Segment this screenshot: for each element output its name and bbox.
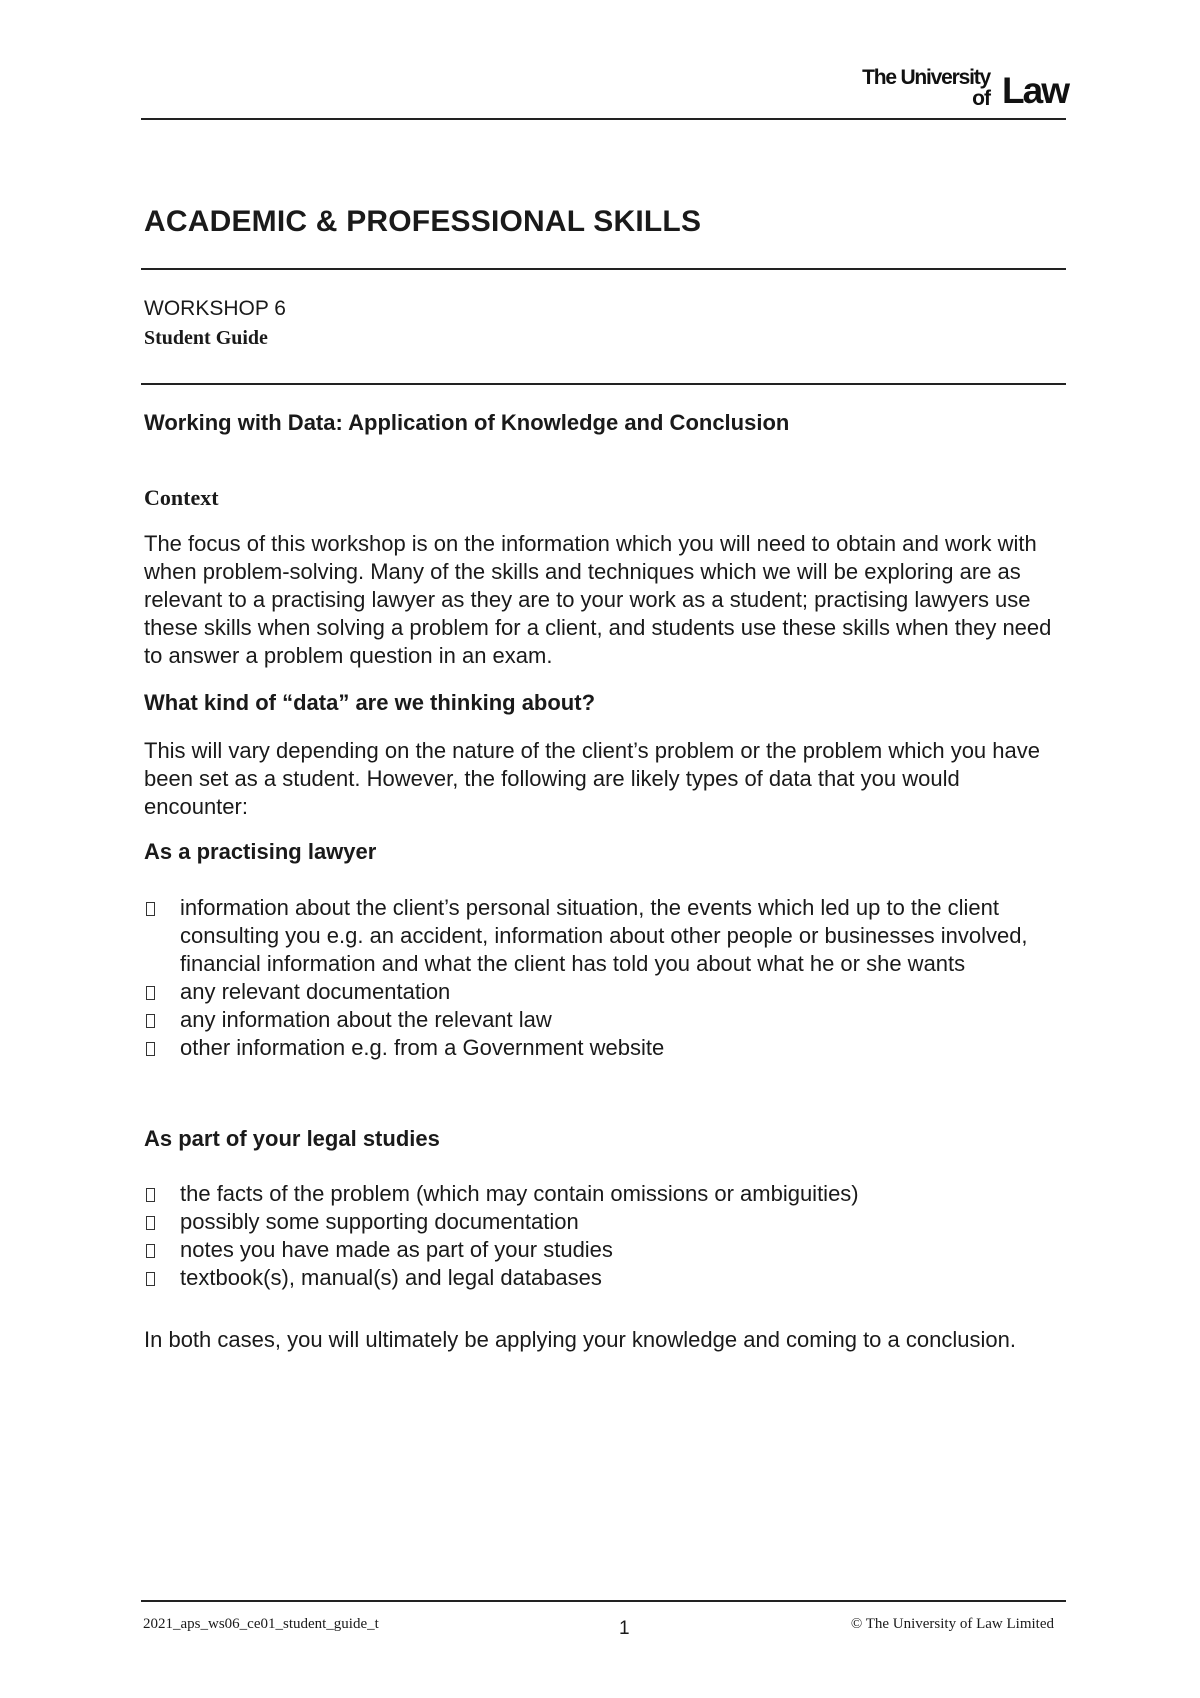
list-item-text: possibly some supporting documentation xyxy=(180,1209,579,1234)
workshop-subtitle: Student Guide xyxy=(144,327,268,349)
context-heading: Context xyxy=(144,485,219,510)
footer-copyright: © The University of Law Limited xyxy=(850,1616,1054,1632)
list-item-text: any information about the relevant law xyxy=(180,1007,552,1032)
list-item-text: information about the client’s personal situation, the events which led up to the client consulting you e.g. an accident, information about other people or businesses involved, financial information and what the client has told you about what he or she wants xyxy=(180,895,1028,976)
list-item-text: textbook(s), manual(s) and legal databases xyxy=(180,1265,602,1290)
bullet-icon xyxy=(146,1042,155,1056)
list-item xyxy=(144,1264,1064,1292)
data-question-heading: What kind of “data” are we thinking about? xyxy=(144,690,596,715)
bullet-icon xyxy=(146,1272,155,1286)
studies-list-heading: As part of your legal studies xyxy=(144,1126,440,1151)
bullet-icon xyxy=(146,986,155,1000)
bullet-icon xyxy=(146,1216,155,1230)
list-item xyxy=(144,894,1064,978)
bullet-icon xyxy=(146,902,155,916)
conclusion-paragraph: In both cases, you will ultimately be applying your knowledge and coming to a conclusion. xyxy=(144,1327,1016,1352)
list-item-text: other information e.g. from a Government website xyxy=(180,1035,665,1060)
subtitle-rule xyxy=(141,383,1066,385)
header-rule xyxy=(141,118,1066,120)
footer-file-ref: 2021_aps_ws06_ce01_student_guide_t xyxy=(143,1616,379,1632)
title-rule xyxy=(141,268,1066,270)
list-item xyxy=(144,1180,1064,1208)
list-item xyxy=(144,1236,1064,1264)
logo-line-1: The University xyxy=(862,66,990,89)
bullet-icon xyxy=(146,1188,155,1202)
list-item xyxy=(144,1034,1064,1062)
logo-line-3: Law xyxy=(1002,70,1068,111)
studies-list xyxy=(144,1180,1064,1292)
logo-line-2: of xyxy=(972,87,990,110)
footer-page-number: 1 xyxy=(619,1618,630,1639)
list-item xyxy=(144,1006,1064,1034)
context-paragraph: The focus of this workshop is on the information which you will need to obtain and work with when problem-solving. Many of the skills and techniques which we will be exploring are as relevant to a practising lawyer as they are to your work as a student; practising lawyers use these skills when solving a problem for a client, and students use these skills when they need to answer a problem question in an exam. xyxy=(144,531,1052,668)
university-logo xyxy=(848,62,1068,112)
list-item xyxy=(144,978,1064,1006)
list-item xyxy=(144,1208,1064,1236)
page-footer xyxy=(141,1600,1066,1642)
list-item-text: the facts of the problem (which may contain omissions or ambiguities) xyxy=(180,1181,859,1206)
bullet-icon xyxy=(146,1244,155,1258)
document-title: ACADEMIC & PROFESSIONAL SKILLS xyxy=(144,205,702,238)
list-item-text: notes you have made as part of your studies xyxy=(180,1237,613,1262)
lawyer-list xyxy=(144,894,1064,1062)
bullet-icon xyxy=(146,1014,155,1028)
workshop-number: WORKSHOP 6 xyxy=(144,297,286,320)
list-item-text: any relevant documentation xyxy=(180,979,451,1004)
section-title: Working with Data: Application of Knowledge and Conclusion xyxy=(144,410,790,435)
data-question-paragraph: This will vary depending on the nature of the client’s problem or the problem which you have been set as a student. However, the following are likely types of data that you would encounter: xyxy=(144,738,1040,819)
lawyer-list-heading: As a practising lawyer xyxy=(144,839,377,864)
